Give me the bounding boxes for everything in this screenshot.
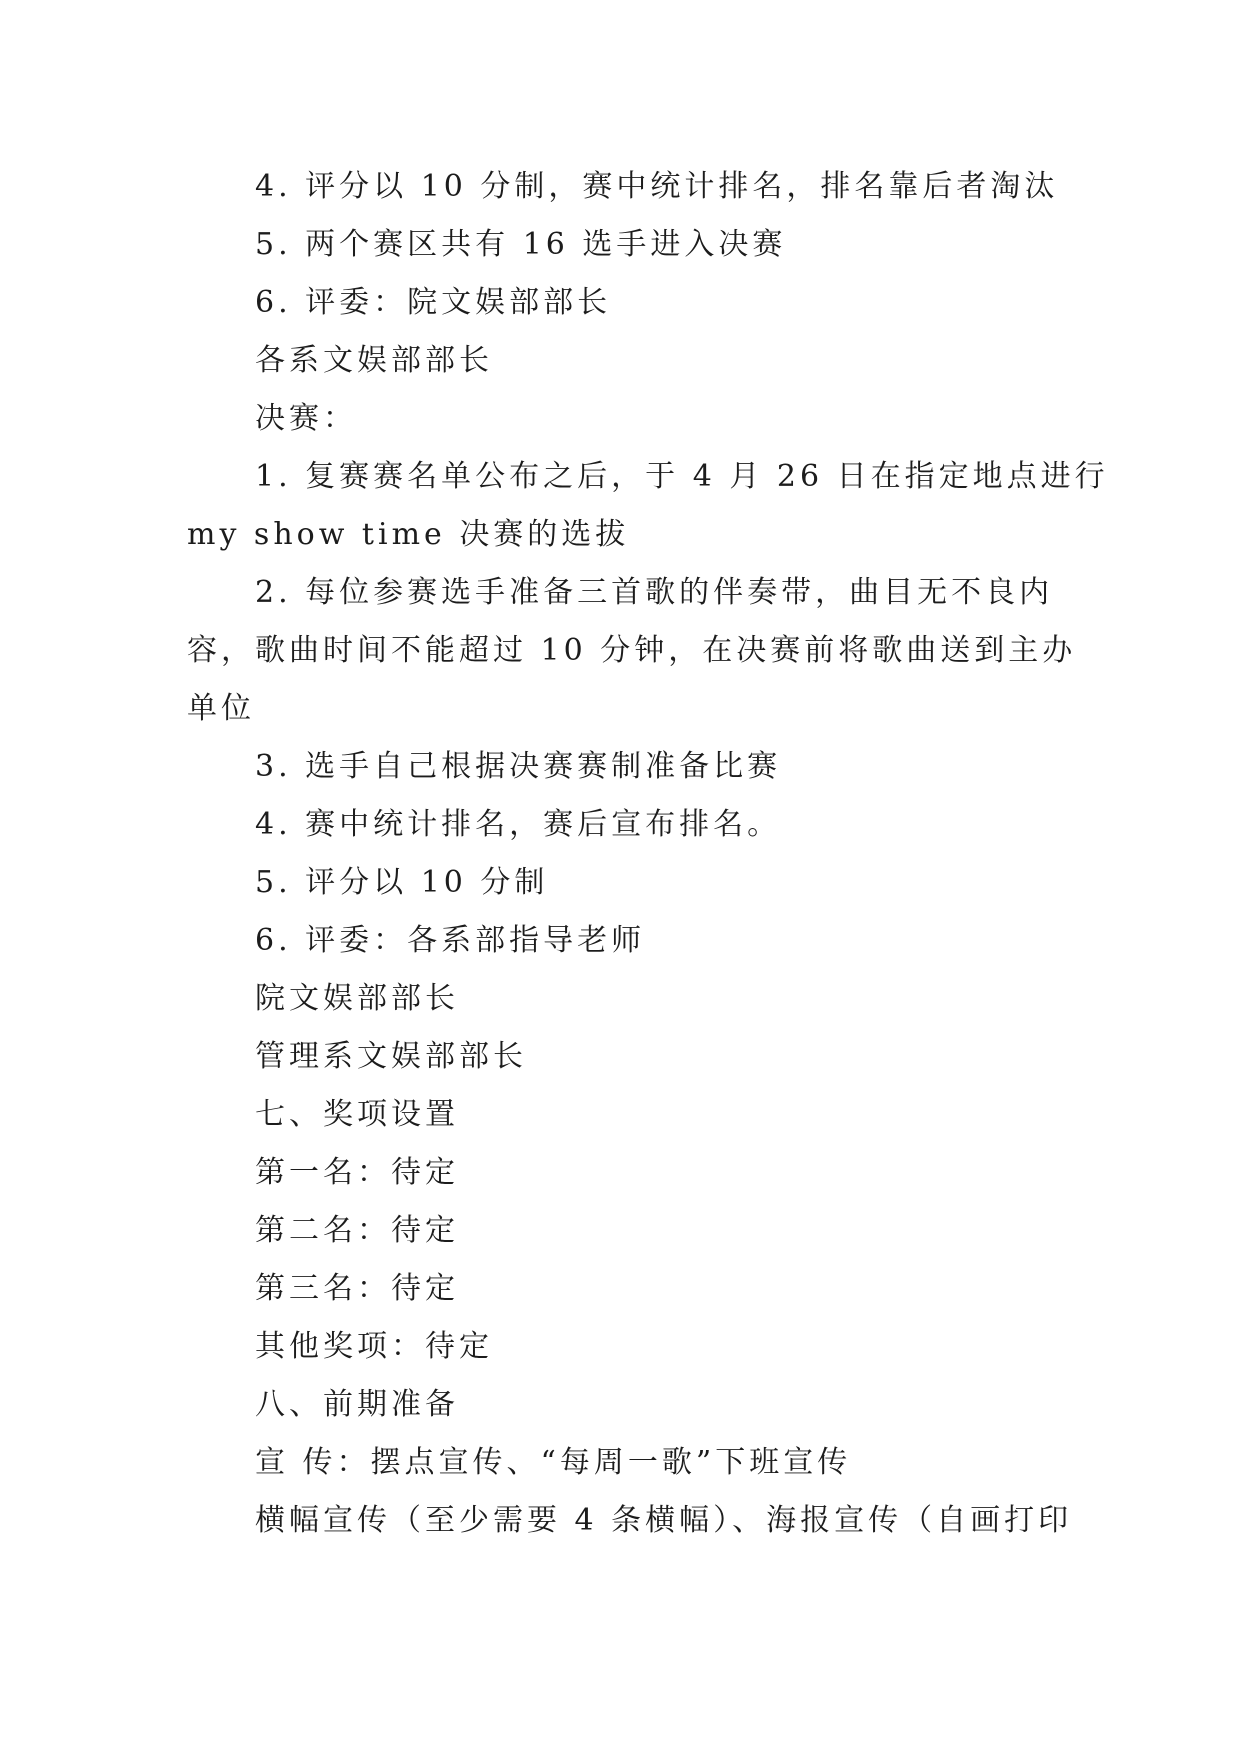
rule-line: 院文娱部部长 bbox=[255, 981, 459, 1016]
rule-line: 管理系文娱部部长 bbox=[255, 1039, 527, 1074]
rule-line: 5. 评分以 10 分制 bbox=[255, 865, 549, 900]
rule-line-continuation: 单位 bbox=[187, 691, 255, 726]
rule-line: 4. 赛中统计排名，赛后宣布排名。 bbox=[255, 807, 782, 842]
section-heading: 七、奖项设置 bbox=[255, 1097, 459, 1132]
rule-line: 各系文娱部部长 bbox=[255, 343, 493, 378]
award-line: 第一名：待定 bbox=[255, 1155, 459, 1190]
award-line: 第二名：待定 bbox=[255, 1213, 459, 1248]
rule-line: 6. 评委：院文娱部部长 bbox=[255, 285, 612, 320]
document-body bbox=[187, 158, 1109, 1550]
rule-line: 1. 复赛赛名单公布之后，于 4 月 26 日在指定地点进行 bbox=[255, 459, 1109, 494]
rule-line: 4. 评分以 10 分制，赛中统计排名，排名靠后者淘汰 bbox=[255, 169, 1059, 204]
rule-line: 2. 每位参赛选手准备三首歌的伴奏带，曲目无不良内 bbox=[255, 575, 1054, 610]
rule-line-continuation: my show time 决赛的选拔 bbox=[187, 517, 630, 552]
prep-line: 横幅宣传（至少需要 4 条横幅）、海报宣传（自画打印 bbox=[255, 1503, 1073, 1538]
section-heading: 八、前期准备 bbox=[255, 1387, 459, 1422]
rule-line: 6. 评委：各系部指导老师 bbox=[255, 923, 646, 958]
rule-line: 5. 两个赛区共有 16 选手进入决赛 bbox=[255, 227, 787, 262]
award-line: 第三名：待定 bbox=[255, 1271, 459, 1306]
section-heading: 决赛： bbox=[255, 401, 357, 436]
rule-line-continuation: 容，歌曲时间不能超过 10 分钟，在决赛前将歌曲送到主办 bbox=[187, 633, 1077, 668]
rule-line: 3. 选手自己根据决赛赛制准备比赛 bbox=[255, 749, 782, 784]
prep-line: 宣 传：摆点宣传、“每周一歌”下班宣传 bbox=[255, 1445, 852, 1480]
award-line: 其他奖项：待定 bbox=[255, 1329, 493, 1364]
